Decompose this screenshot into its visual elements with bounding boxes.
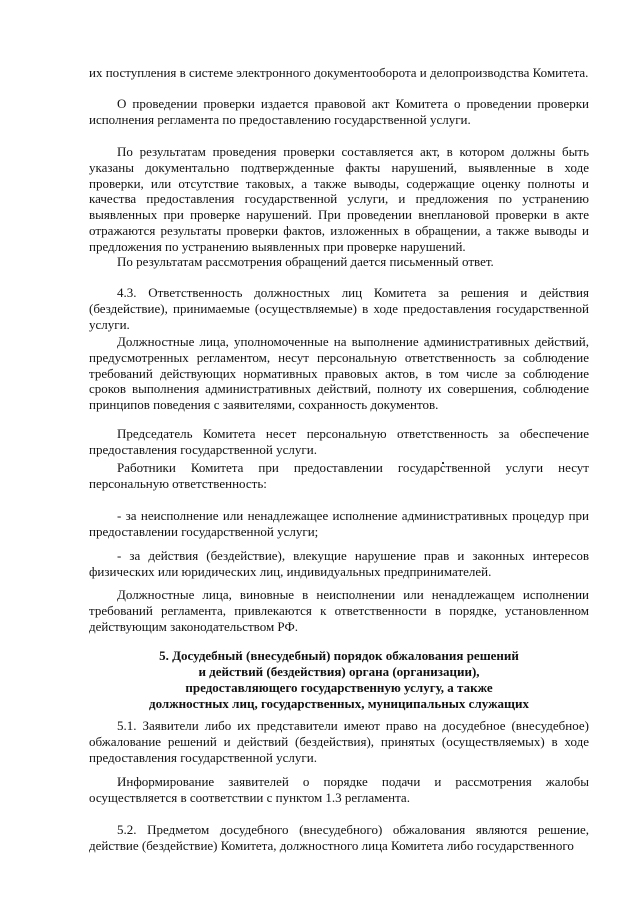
paragraph-list-item-actions: - за действия (бездействие), влекущие нарушение прав и законных интересов физических или юридических лиц, индивидуальных предпринимателей. [89,548,589,579]
paragraph-section-5-1: 5.1. Заявители либо их представители имеют право на досудебное (внесудебное) обжалование решений и действий (бездействия), принятых (осуществляемых) в ходе предоставления государственной услуги. [89,718,589,765]
heading-line: предоставляющего государственную услугу, а также [185,680,493,695]
section-5-heading [89,648,589,712]
paragraph-chairman-responsibility: Председатель Комитета несет персональную ответственность за обеспечение предоставления государственной услуги. [89,426,589,457]
heading-line: 5. Досудебный (внесудебный) порядок обжалования решений [159,648,519,663]
paragraph-continuation: их поступления в системе электронного документооборота и делопроизводства Комитета. [89,65,589,80]
heading-line: должностных лиц, государственных, муниципальных служащих [149,696,529,711]
paragraph-inspection-results: По результатам проведения проверки составляется акт, в котором должны быть указаны документально подтвержденные факты нарушений, выявленные в ходе проверки, или отсутствие таковых, а также выводы, содержащие оценку полноты и качества предоставления государственной услуги, и предложения по устранению выявленных при проверке нарушений. При проведении внеплановой проверки в акте отражаются результаты проверки фактов, изложенных в обращении, а также выводы и предложения по устранению выявленных при проверке нарушений. [89,144,589,254]
paragraph-informing: Информирование заявителей о порядке подачи и рассмотрения жалобы осуществляется в соответствии с пунктом 1.3 регламента. [89,774,589,805]
paragraph-guilty-officials: Должностные лица, виновные в неисполнении или ненадлежащем исполнении требований регламента, привлекаются к ответственности в порядке, установленном действующим законодательством РФ. [89,587,589,634]
paragraph-employees-responsibility: Работники Комитета при предоставлении государственной услуги несут персональную ответственность: [89,460,589,491]
paragraph-list-item-procedures: - за неисполнение или ненадлежащее исполнение административных процедур при предоставлении государственной услуги; [89,508,589,539]
paragraph-officials-responsibility: Должностные лица, уполномоченные на выполнение административных действий, предусмотренных регламентом, несут персональную ответственность за соблюдение требований действующих нормативных правовых актов, в том числе за соблюдение сроков выполнения административных действий, полноту их совершения, соблюдение принципов поведения с заявителями, сохранность документов. [89,334,589,413]
paragraph-section-4-3: 4.3. Ответственность должностных лиц Комитета за решения и действия (бездействие), принимаемые (осуществляемые) в ходе предоставления государственной услуги. [89,285,589,332]
paragraph-section-5-2: 5.2. Предметом досудебного (внесудебного) обжалования являются решение, действие (бездействие) Комитета, должностного лица Комитета либо государственного [89,822,589,853]
paragraph-written-answer: По результатам рассмотрения обращений дается письменный ответ. [117,254,494,269]
paragraph-inspection-act: О проведении проверки издается правовой акт Комитета о проведении проверки исполнения регламента по предоставлению государственной услуги. [89,96,589,127]
heading-line: и действий (бездействия) органа (организации), [198,664,480,679]
